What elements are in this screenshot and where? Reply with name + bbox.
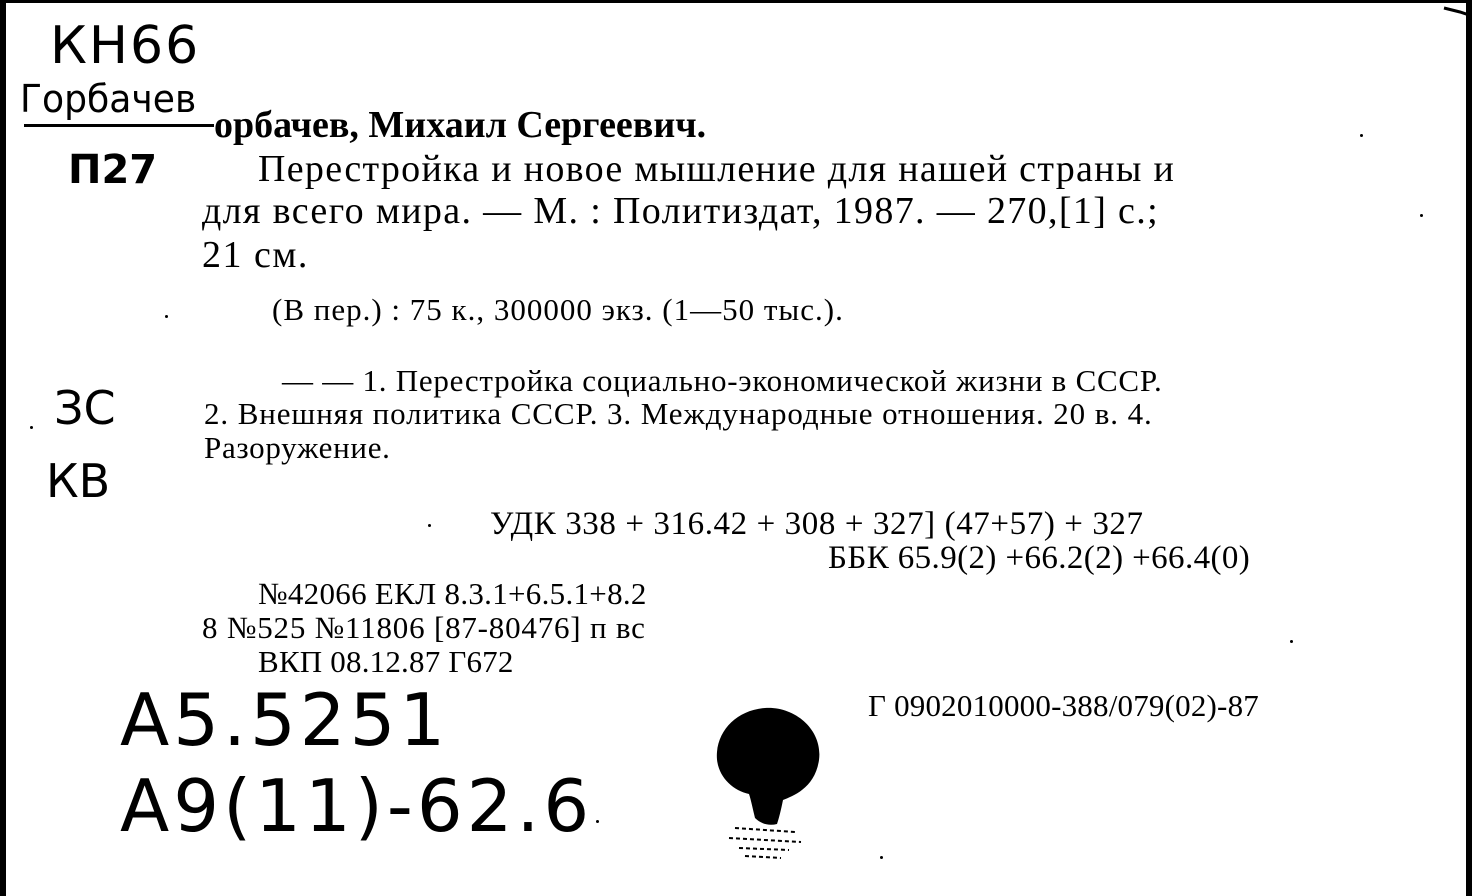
title-line-3: 21 см. <box>202 234 309 276</box>
code-g-line: Г 0902010000-388/079(02)-87 <box>868 688 1259 723</box>
handwritten-code: КН66 <box>50 16 201 76</box>
dust-speck <box>1420 214 1423 217</box>
handwritten-class-bottom: КВ <box>46 454 111 508</box>
title-line-2: для всего мира. — М. : Политиздат, 1987. — 270,[1] с.; <box>202 190 1160 232</box>
subjects-line-1: — — 1. Перестройка социально-экономической жизни в СССР. <box>282 363 1163 398</box>
handwritten-surname-underline <box>24 124 214 127</box>
handwritten-shelf-2: А9(11)-62.6 <box>120 764 594 848</box>
handwritten-class-top: ЗС <box>54 381 116 435</box>
card-left-edge <box>0 0 6 896</box>
price-line: (В пер.) : 75 к., 300000 экз. (1—50 тыс.). <box>272 292 844 327</box>
dust-speck <box>1360 134 1363 137</box>
tech-line-3: ВКП 08.12.87 Г672 <box>258 644 514 679</box>
handwritten-mark: П27 <box>68 147 158 193</box>
tech-line-2: 8 №525 №11806 [87-80476] п вс <box>202 610 646 645</box>
udk-line: УДК 338 + 316.42 + 308 + 327] (47+57) + 327 <box>490 506 1144 542</box>
subjects-line-3: Разоружение. <box>204 430 391 465</box>
handwritten-shelf-1: А5.5251 <box>120 678 450 762</box>
handwritten-surname: Горбачев <box>20 77 197 121</box>
card-top-edge <box>0 0 1472 3</box>
author-heading: орбачев, Михаил Сергеевич. <box>214 104 707 146</box>
punch-hole-blot <box>705 700 825 860</box>
dust-speck <box>428 524 431 527</box>
subjects-line-2: 2. Внешняя политика СССР. 3. Международные отношения. 20 в. 4. <box>204 396 1153 431</box>
title-line-1: Перестройка и новое мышление для нашей страны и <box>258 148 1176 190</box>
dust-speck <box>880 856 883 859</box>
dust-speck <box>165 315 168 318</box>
card-right-edge <box>1466 0 1472 896</box>
dust-speck <box>1290 640 1293 643</box>
dust-speck <box>596 820 599 823</box>
dust-speck <box>30 426 33 429</box>
bbk-line: ББК 65.9(2) +66.2(2) +66.4(0) <box>828 540 1251 576</box>
corner-scratch-mark <box>1442 4 1472 18</box>
tech-line-1: №42066 ЕКЛ 8.3.1+6.5.1+8.2 <box>258 576 647 611</box>
